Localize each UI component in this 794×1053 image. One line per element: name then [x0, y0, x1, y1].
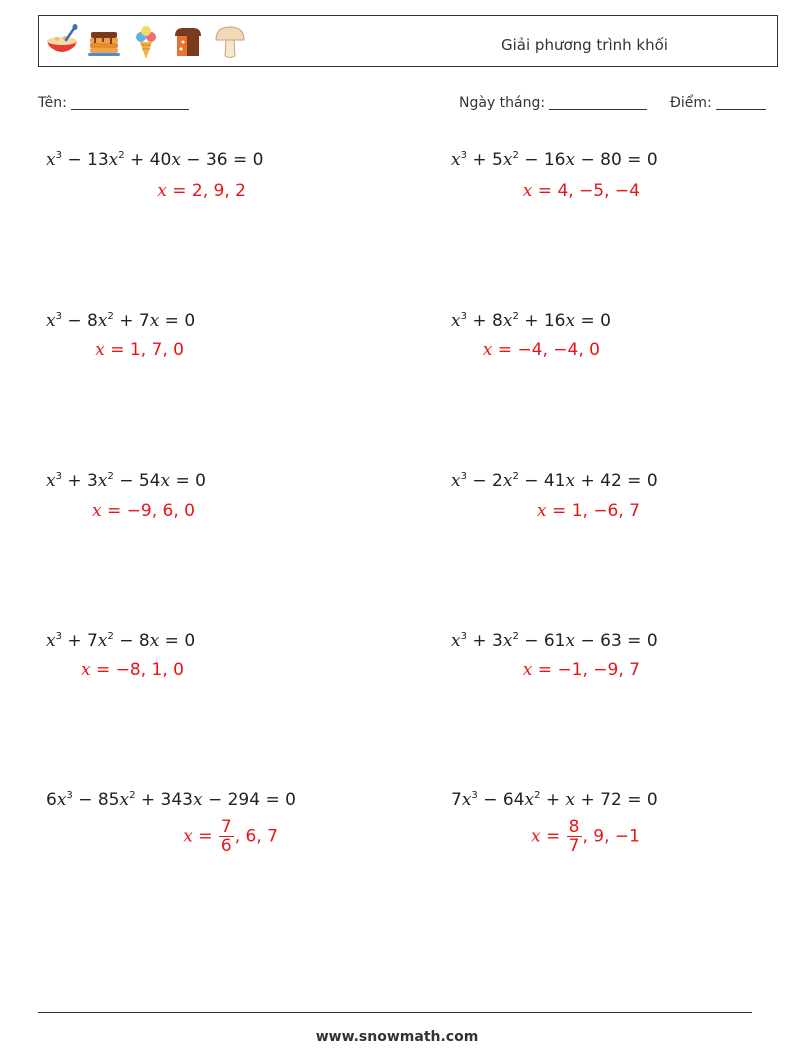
score-label: Điểm: — [670, 95, 712, 111]
footer-url[interactable]: www.snowmath.com — [315, 1029, 479, 1045]
icon-row — [45, 24, 247, 60]
problem-10-equation: $7x^3 - 64x^2 + x + 72 = 0$ — [451, 790, 658, 810]
problem-4-equation: $x^3 + 8x^2 + 16x = 0$ — [451, 311, 611, 331]
problem-1-answer: x = 2, 9, 2 — [157, 181, 246, 201]
problem-2-answer: x = 4, −5, −4 — [522, 181, 640, 201]
header-box — [38, 15, 778, 67]
fraction: $\frac{8}{7}$ — [568, 817, 580, 856]
problem-5-equation: $x^3 + 3x^2 - 54x = 0$ — [46, 471, 206, 491]
problem-6-answer: x = 1, −6, 7 — [537, 501, 640, 521]
score-blank[interactable] — [716, 95, 766, 110]
problem-4-answer: x = −4, −4, 0 — [482, 340, 600, 360]
problem-6-equation: $x^3 - 2x^2 - 41x + 42 = 0$ — [451, 471, 658, 491]
name-field — [38, 95, 189, 111]
problem-8-equation: $x^3 + 3x^2 - 61x - 63 = 0$ — [451, 631, 658, 651]
problem-5-answer: x = −9, 6, 0 — [92, 501, 195, 521]
problem-8-answer: x = −1, −9, 7 — [522, 660, 640, 680]
bowl-icon — [45, 24, 79, 60]
problem-3-answer: x = 1, 7, 0 — [95, 340, 184, 360]
date-field — [459, 95, 647, 111]
toast-icon — [171, 24, 205, 60]
problem-1-equation: $x^3 - 13x^2 + 40x - 36 = 0$ — [46, 150, 264, 170]
worksheet-title: Giải phương trình khối — [501, 36, 668, 54]
fraction: $\frac{7}{6}$ — [220, 817, 232, 856]
name-label: Tên: — [38, 95, 67, 111]
footer-divider — [38, 1012, 752, 1013]
problem-7-answer: x = −8, 1, 0 — [81, 660, 184, 680]
date-blank[interactable] — [549, 95, 647, 110]
date-label: Ngày tháng: — [459, 95, 546, 111]
score-field — [670, 95, 766, 111]
problem-10-answer: x = $\frac{8}{7}$ , 9, −1 — [531, 817, 640, 856]
problem-9-equation: $6x^3 - 85x^2 + 343x - 294 = 0$ — [46, 790, 296, 810]
problem-3-equation: $x^3 - 8x^2 + 7x = 0$ — [46, 311, 196, 331]
ice-cream-icon — [129, 24, 163, 60]
name-blank[interactable] — [71, 95, 189, 110]
problem-9-answer: x = $\frac{7}{6}$ , 6, 7 — [183, 817, 278, 856]
problem-7-equation: $x^3 + 7x^2 - 8x = 0$ — [46, 631, 196, 651]
problem-2-equation: $x^3 + 5x^2 - 16x - 80 = 0$ — [451, 150, 658, 170]
mushroom-icon — [213, 24, 247, 60]
cake-icon — [87, 24, 121, 60]
